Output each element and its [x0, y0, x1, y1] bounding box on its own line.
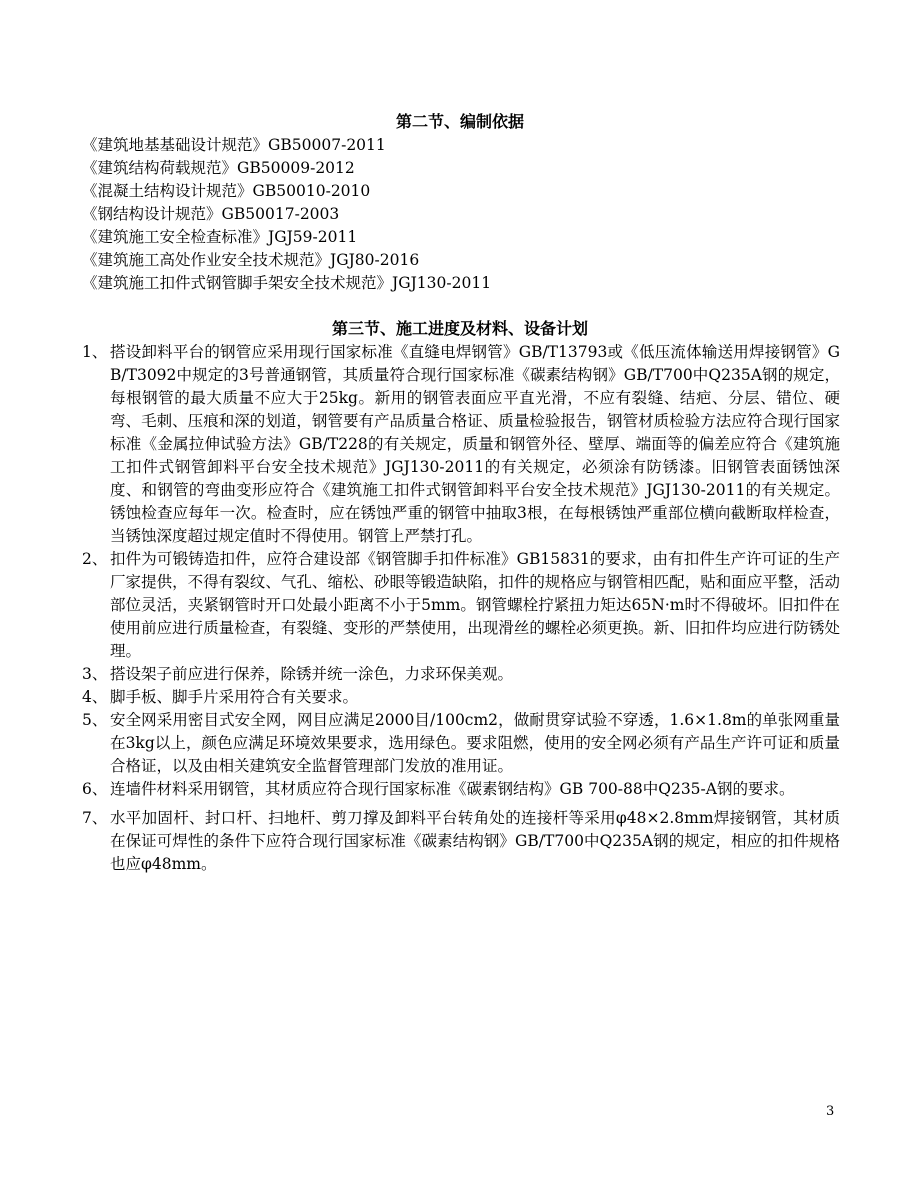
material-plan-list: [82, 341, 840, 876]
reference-item: 《钢结构设计规范》GB50017-2003: [82, 205, 340, 223]
reference-list: [82, 134, 842, 295]
item-text: 安全网采用密目式安全网，网目应满足2000目/100cm2，做耐贯穿试验不穿透，1.6×1.8m的单张网重量在3kg以上，颜色应满足环境效果要求，选用绿色。要求阻燃，使用的安全网必须有产品生产许可证和质量合格证，以及由相关建筑安全监督管理部门发放的准用证。: [110, 711, 840, 775]
list-item: [82, 807, 840, 876]
item-number: 3、: [82, 665, 108, 683]
reference-item: 《混凝土结构设计规范》GB50010-2010: [82, 182, 371, 200]
list-item: [82, 548, 840, 663]
item-text: 搭设卸料平台的钢管应采用现行国家标准《直缝电焊钢管》GB/T13793或《低压流体输送用焊接钢管》GB/T3092中规定的3号普通钢管，其质量符合现行国家标准《碳素结构钢》GB/T700中Q235A钢的规定，每根钢管的最大质量不应大于25kg。新用的钢管表面应平直光滑，不应有裂缝、结疤、分层、错位、硬弯、毛刺、压痕和深的划道，钢管要有产品质量合格证、质量检验报告，钢管材质检验方法应符合现行国家标准《金属拉伸试验方法》GB/T228的有关规定，质量和钢管外径、壁厚、端面等的偏差应符合《建筑施工扣件式钢管卸料平台安全技术规范》JGJ130-2011的有关规定，必须涂有防锈漆。旧钢管表面锈蚀深度、和钢管的弯曲变形应符合《建筑施工扣件式钢管卸料平台安全技术规范》JGJ130-2011的有关规定。锈蚀检查应每年一次。检查时，应在锈蚀严重的钢管中抽取3根，在每根锈蚀严重部位横向截断取样检查，当锈蚀深度超过规定值时不得使用。钢管上严禁打孔。: [110, 343, 840, 545]
reference-item: 《建筑结构荷载规范》GB50009-2012: [82, 159, 355, 177]
item-number: 1、: [82, 343, 108, 361]
item-number: 7、: [82, 809, 108, 827]
item-text: 水平加固杆、封口杆、扫地杆、剪刀撑及卸料平台转角处的连接杆等采用φ48×2.8mm焊接钢管，其材质在保证可焊性的条件下应符合现行国家标准《碳素结构钢》GB/T700中Q235A钢的规定，相应的扣件规格也应φ48mm。: [110, 809, 840, 873]
reference-item: 《建筑施工高处作业安全技术规范》JGJ80-2016: [82, 251, 420, 269]
item-number: 5、: [82, 711, 108, 729]
item-text: 连墙件材料采用钢管，其材质应符合现行国家标准《碳素钢结构》GB 700-88中Q235-A钢的要求。: [110, 780, 795, 798]
reference-item: 《建筑地基基础设计规范》GB50007-2011: [82, 136, 386, 154]
list-item: [82, 663, 840, 686]
reference-item: 《建筑施工安全检查标准》JGJ59-2011: [82, 228, 358, 246]
reference-item: 《建筑施工扣件式钢管脚手架安全技术规范》JGJ130-2011: [82, 274, 492, 292]
list-item: [82, 778, 840, 801]
page-number: 3: [826, 1104, 835, 1119]
list-item: [82, 686, 840, 709]
item-text: 扣件为可锻铸造扣件，应符合建设部《钢管脚手扣件标准》GB15831的要求，由有扣件生产许可证的生产厂家提供，不得有裂纹、气孔、缩松、砂眼等锻造缺陷，扣件的规格应与钢管相匹配，贴和面应平整，活动部位灵活，夹紧钢管时开口处最小距离不小于5mm。钢管螺栓拧紧扭力矩达65N·m时不得破坏。旧扣件在使用前应进行质量检查，有裂缝、变形的严禁使用，出现滑丝的螺栓必须更换。新、旧扣件均应进行防锈处理。: [110, 550, 840, 660]
item-text: 搭设架子前应进行保养，除锈并统一涂色，力求环保美观。: [110, 665, 514, 683]
section-3-title: 第三节、施工进度及材料、设备计划: [331, 319, 588, 338]
item-number: 4、: [82, 688, 108, 706]
item-text: 脚手板、脚手片采用符合有关要求。: [110, 688, 359, 706]
item-number: 6、: [82, 780, 108, 798]
section-2-title: 第二节、编制依据: [395, 112, 524, 131]
list-item: [82, 341, 840, 548]
item-number: 2、: [82, 550, 108, 568]
list-item: [82, 709, 840, 778]
